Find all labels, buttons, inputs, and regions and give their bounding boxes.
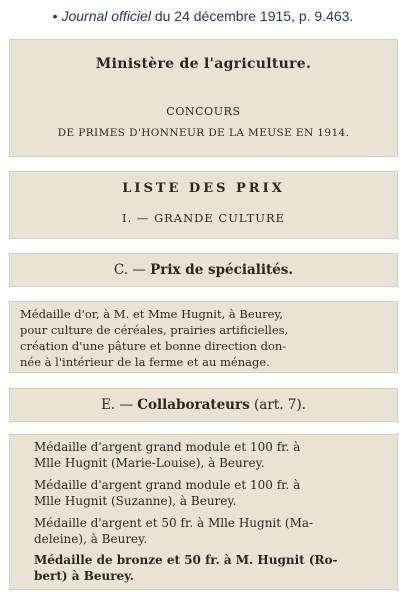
award-line: Mlle Hugnit (Suzanne), à Beurey. xyxy=(34,494,237,508)
award-entry xyxy=(34,477,391,509)
specialites-heading xyxy=(10,262,397,278)
award-line: Médaille d'argent grand module et 100 fr. à xyxy=(34,478,301,492)
clipping-awards xyxy=(9,434,398,590)
award-line: Médaille de bronze et 50 fr. à M. Hugnit (Ro- xyxy=(34,553,338,567)
paragraph-line: Médaille d'or, à M. et Mme Hugnit, à Beurey, xyxy=(20,307,284,321)
award-line: Médaille d'argent et 50 fr. à Mlle Hugnit (Ma- xyxy=(34,516,314,530)
clipping-specialites xyxy=(9,253,398,287)
grande-culture-heading: I. — GRANDE CULTURE xyxy=(121,211,286,225)
ministry-title: Ministère de l'agriculture. xyxy=(95,56,312,72)
primes-heading: DE PRIMES D'HONNEUR DE LA MEUSE EN 1914. xyxy=(57,127,350,139)
award-line: bert) à Beurey. xyxy=(34,569,134,583)
journal-name: Journal officiel xyxy=(61,8,151,24)
section-title: Collaborateurs xyxy=(137,397,250,413)
collaborateurs-heading xyxy=(10,397,397,413)
bullet: • xyxy=(52,8,58,24)
award-line: Mlle Hugnit (Marie-Louise), à Beurey. xyxy=(34,456,265,470)
section-prefix: E. — xyxy=(101,397,138,413)
prize-list-title: LISTE DES PRIX xyxy=(122,181,285,196)
section-suffix: (art. 7). xyxy=(249,397,306,413)
award-line: Médaille d'argent grand module et 100 fr. à xyxy=(34,440,301,454)
award-entry xyxy=(34,515,391,547)
award-entry xyxy=(34,552,391,584)
award-entry xyxy=(34,439,391,471)
clipping-ministry xyxy=(9,39,398,157)
citation-details: du 24 décembre 1915, p. 9.463. xyxy=(150,8,354,24)
paragraph-line: pour culture de céréales, prairies artificielles, xyxy=(20,323,289,337)
section-prefix: C. — xyxy=(113,262,151,278)
citation-header xyxy=(0,8,406,24)
section-title: Prix de spécialités. xyxy=(150,262,294,278)
paragraph-line: née à l'intérieur de la ferme et au ménage. xyxy=(20,355,270,369)
award-line: deleine), à Beurey. xyxy=(34,532,148,546)
paragraph-line: création d'une pâture et bonne direction don- xyxy=(20,339,287,353)
clipping-medaille-or xyxy=(9,301,398,373)
clipping-collaborateurs xyxy=(9,388,398,422)
clipping-prize-list xyxy=(9,171,398,239)
concours-heading: CONCOURS xyxy=(166,105,241,118)
medaille-or-paragraph xyxy=(20,306,389,370)
